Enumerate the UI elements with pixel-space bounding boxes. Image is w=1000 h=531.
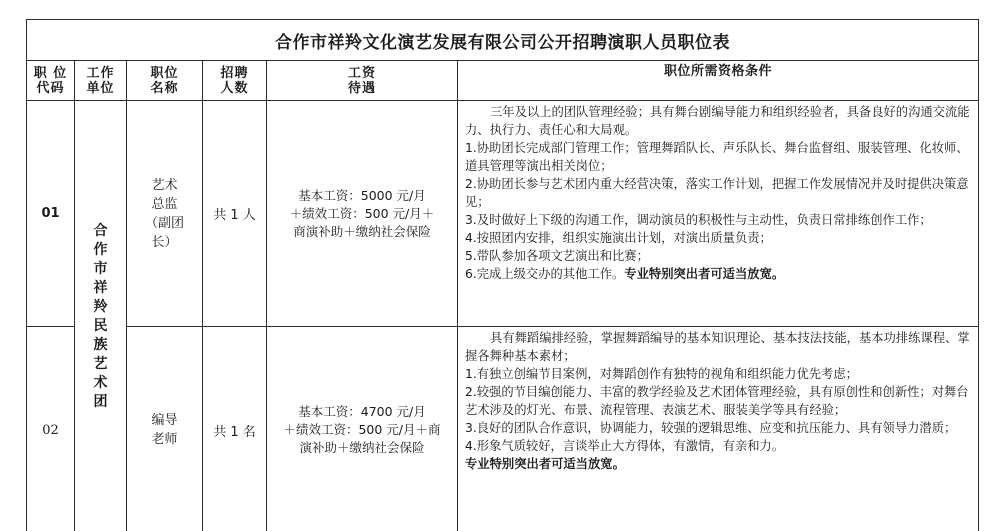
recruitment-table [26,19,979,531]
work-unit-char: 祥 [93,280,108,296]
table-row [27,327,979,531]
requirement-item: 2.协助团长参与艺术团内重大经营决策，落实工作计划，把握工作发展情况并及时提供决策意见； [465,177,969,209]
requirement-item: 3.及时做好上下级的沟通工作，调动演员的积极性与主动性，负责日常排练创作工作； [465,213,932,227]
work-unit-char: 作 [93,242,108,258]
table-row [27,101,979,327]
table-title: 合作市祥羚文化演艺发展有限公司公开招聘演职人员职位表 [27,20,979,61]
row-code: 02 [27,327,75,531]
pay-text: 基本工资：4700 元/月 ＋绩效工资：500 元/月＋商 演补助＋缴纳社会保险 [283,404,441,455]
work-unit-char: 民 [93,318,108,334]
header-code [27,61,75,101]
requirement-item: 1.协助团长完成部门管理工作；管理舞蹈队长、声乐队长、舞台监督组、服装管理、化妆师、道具管理等演出相关岗位； [465,141,969,173]
requirements-intro: 三年及以上的团队管理经验；具有舞台剧编导能力和组织经验者，具备良好的沟通交流能力、执行力、责任心和大局观。 [465,105,970,137]
requirement-note: 专业特别突出者可适当放宽。 [465,457,625,471]
position-text: 艺术 总监 （副团 长） [144,177,184,250]
row-code: 01 [27,101,75,327]
title-row [27,20,979,61]
pay-text: 基本工资：5000 元/月 ＋绩效工资：500 元/月＋ 商演补助＋缴纳社会保险 [289,187,435,239]
row-pay [267,101,458,327]
header-pay-text: 工资 待遇 [347,65,376,96]
work-unit-cell [75,101,127,531]
row-requirements [458,101,979,327]
work-unit-char: 团 [93,394,108,410]
work-unit-char: 艺 [93,356,108,372]
requirement-item: 4.形象气质较好，言谈举止大方得体，有激情，有亲和力。 [465,439,785,453]
work-unit-char: 合 [93,223,108,239]
requirement-item: 5.带队参加各项文艺演出和比赛； [465,249,649,263]
work-unit-char: 族 [93,337,108,353]
header-row [27,61,979,101]
requirement-item-last [465,265,972,283]
header-count [203,61,267,101]
header-position-text: 职位 名称 [150,65,179,96]
row-position [127,327,203,531]
requirement-note: 专业特别突出者可适当放宽。 [624,267,785,281]
row-count: 共 1 人 [203,101,267,327]
header-count-text: 招聘 人数 [220,65,249,96]
header-unit-text: 工作 单位 [86,65,115,96]
requirement-item: 4.按照团内安排，组织实施演出计划，对演出质量负责； [465,231,772,245]
position-text: 编导 老师 [151,413,178,447]
requirement-item: 1.有独立创编节目案例，对舞蹈创作有独特的视角和组织能力优先考虑； [465,367,858,381]
header-code-text: 职 位 代码 [33,65,68,96]
work-unit-char: 羚 [93,299,108,315]
header-unit [75,61,127,101]
requirement-item: 3.良好的团队合作意识，协调能力，较强的逻辑思维、应变和抗压能力、具有领导力潜质； [465,421,957,435]
row-pay [267,327,458,531]
row-requirements [458,327,979,531]
header-requirements: 职位所需资格条件 [458,61,979,101]
requirement-item: 2.较强的节目编创能力、丰富的教学经验及艺术团体管理经验，具有原创性和创新性；对舞台艺术涉及的灯光、布景、流程管理、表演艺术、服装美学等具有经验； [465,385,969,417]
row-count: 共 1 名 [203,327,267,531]
requirements-intro: 具有舞蹈编排经验，掌握舞蹈编导的基本知识理论、基本技法技能，基本功排练课程、掌握各舞种基本素材； [465,331,970,363]
header-pay [267,61,458,101]
row-position [127,101,203,327]
header-position [127,61,203,101]
requirement-item-text: 6.完成上级交办的其他工作。 [465,267,625,281]
work-unit-char: 市 [93,261,108,277]
work-unit-char: 术 [93,375,108,391]
